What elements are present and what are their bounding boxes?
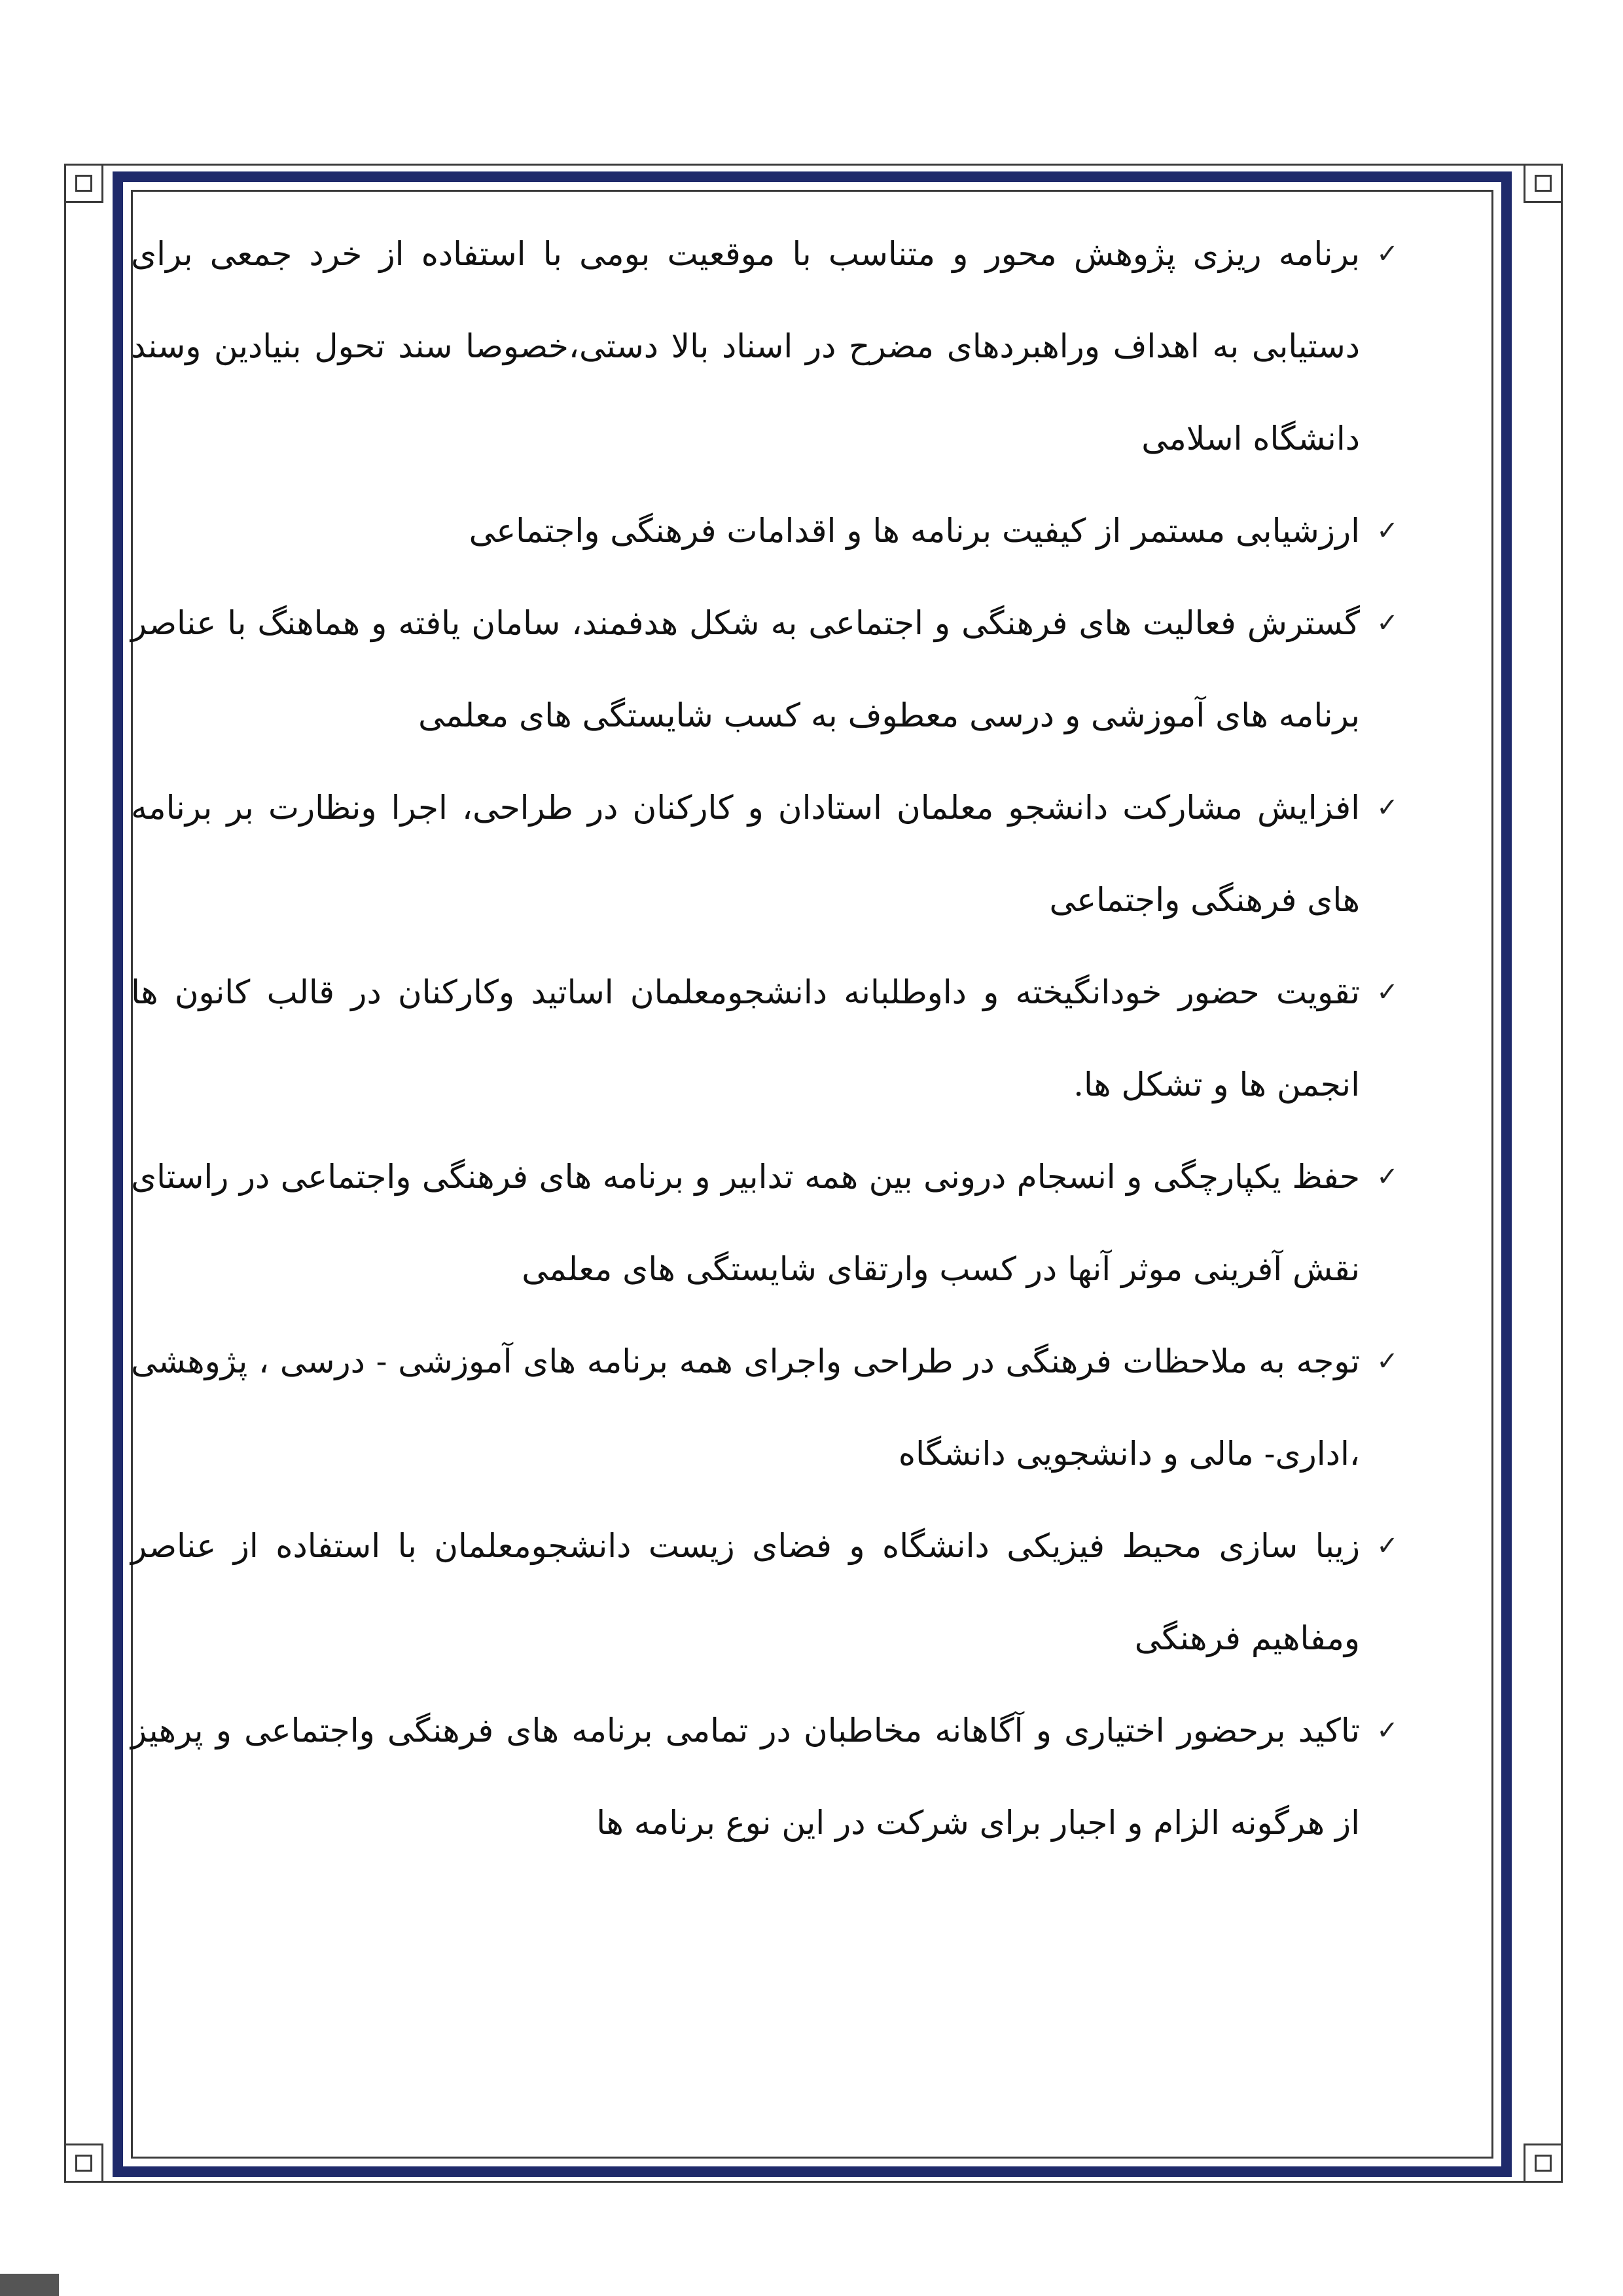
list-item-text: تاکید برحضور اختیاری و آگاهانه مخاطبان در تمامی برنامه های فرهنگی واجتماعی و پرهیز از هرگونه الزام و اجبار برای شرکت در این نوع برنامه ها [131, 1712, 1360, 1842]
border-corner-ornament [1524, 2144, 1563, 2183]
border-corner-ornament [64, 2144, 103, 2183]
list-item-text: افزایش مشارکت دانشجو معلمان استادان و کارکنان در طراحی، اجرا ونظارت بر برنامه های فرهنگی واجتماعی [131, 789, 1360, 919]
list-item [131, 485, 1407, 577]
list-item-text: تقویت حضور خودانگیخته و داوطلبانه دانشجومعلمان اساتید وکارکنان در قالب کانون ها انجمن ها و تشکل ها. [131, 973, 1360, 1103]
list-item-text: حفظ یکپارچگی و انسجام درونی بین همه تدابیر و برنامه های فرهنگی واجتماعی در راستای نقش آفرینی موثر آنها در کسب وارتقای شایستگی های معلمی [131, 1158, 1360, 1288]
footer-watermark [0, 2274, 59, 2296]
bullet-list [131, 208, 1407, 1869]
list-item-text: برنامه ریزی پژوهش محور و متناسب با موقعیت بومی با استفاده از خرد جمعی برای دستیابی به اهداف وراهبردهای مضرح در اسناد بالا دستی،خصوصا سند تحول بنیادین وسند دانشگاه اسلامی [131, 235, 1360, 457]
checkmark-icon: ✓ [1376, 1531, 1399, 1561]
list-item [131, 946, 1407, 1131]
list-item [131, 1685, 1407, 1869]
list-item [131, 208, 1407, 485]
list-item [131, 1316, 1407, 1500]
checkmark-icon: ✓ [1376, 977, 1399, 1007]
list-item [131, 1131, 1407, 1316]
list-item-text: گسترش فعالیت های فرهنگی و اجتماعی به شکل هدفمند، سامان یافته و هماهنگ با عناصر برنامه های آموزشی و درسی معطوف به کسب شایستگی های معلمی [131, 604, 1360, 734]
list-item [131, 1500, 1407, 1685]
checkmark-icon: ✓ [1376, 516, 1399, 546]
border-corner-ornament [64, 164, 103, 203]
document-body [131, 208, 1407, 1869]
list-item [131, 577, 1407, 762]
checkmark-icon: ✓ [1376, 1162, 1399, 1192]
checkmark-icon: ✓ [1376, 608, 1399, 638]
checkmark-icon: ✓ [1376, 793, 1399, 823]
list-item-text: ارزشیابی مستمر از کیفیت برنامه ها و اقدامات فرهنگی واجتماعی [469, 512, 1360, 550]
checkmark-icon: ✓ [1376, 1715, 1399, 1746]
list-item-text: زیبا سازی محیط فیزیکی دانشگاه و فضای زیست دانشجومعلمان با استفاده از عناصر ومفاهیم فرهنگی [131, 1527, 1360, 1657]
checkmark-icon: ✓ [1376, 1346, 1399, 1376]
list-item-text: توجه به ملاحظات فرهنگی در طراحی واجرای همه برنامه های آموزشی - درسی ، پژوهشی ،اداری- مالی و دانشجویی دانشگاه [131, 1342, 1360, 1473]
border-corner-ornament [1524, 164, 1563, 203]
list-item [131, 762, 1407, 946]
checkmark-icon: ✓ [1376, 239, 1399, 269]
